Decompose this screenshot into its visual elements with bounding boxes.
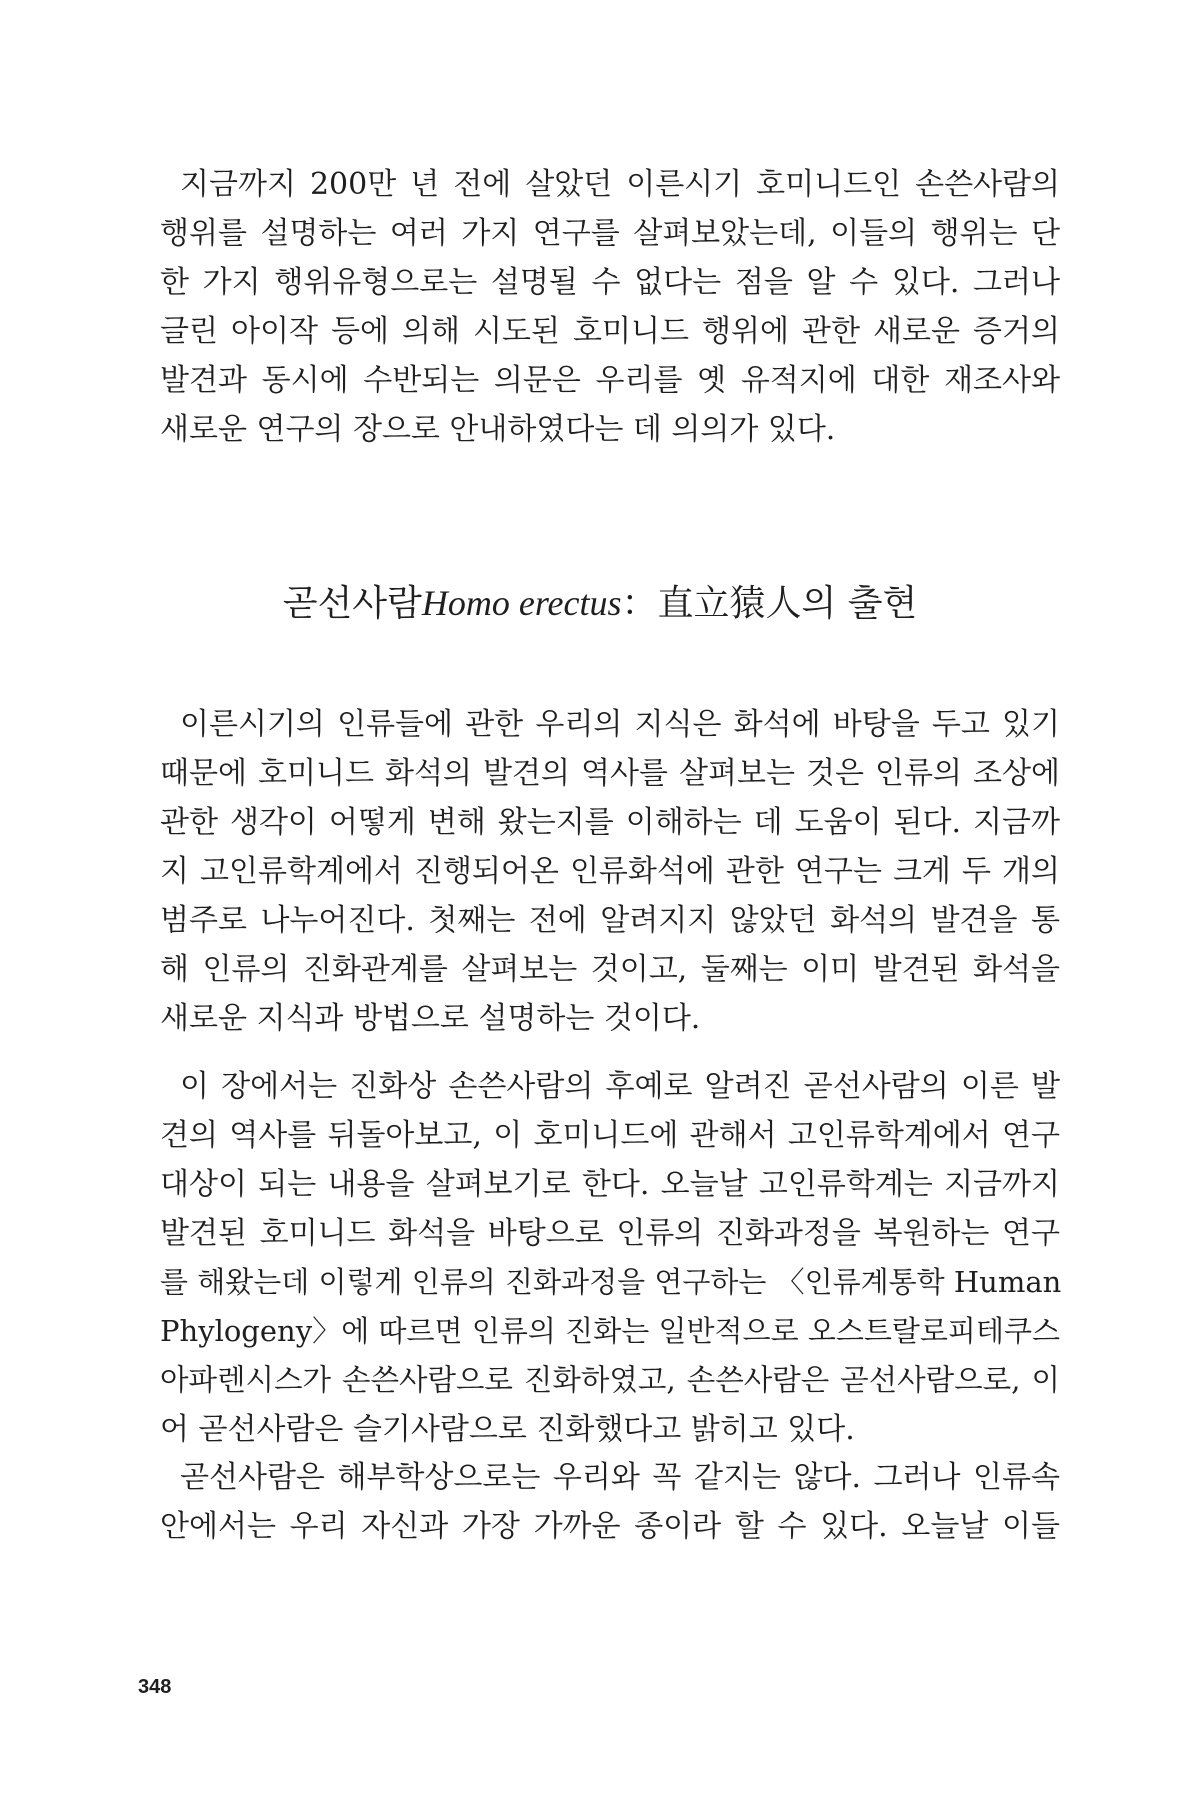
text-line: 행위를 설명하는 여러 가지 연구를 살펴보았는데, 이들의 행위는 단	[160, 216, 1060, 251]
text-line: 범주로 나누어진다. 첫째는 전에 알려지지 않았던 화석의 발견을 통	[160, 903, 1060, 938]
heading-latin: Homo erectus	[421, 583, 622, 623]
text-line: 이른시기의 인류들에 관한 우리의 지식은 화석에 바탕을 두고 있기	[180, 707, 1060, 742]
text-line: 발견과 동시에 수반되는 의문은 우리를 옛 유적지에 대한 재조사와	[160, 363, 1060, 398]
text-line: 관한 생각이 어떻게 변해 왔는지를 이해하는 데 도움이 된다. 지금까	[160, 805, 1060, 840]
text-line: 견의 역사를 뒤돌아보고, 이 호미니드에 관해서 고인류학계에서 연구	[160, 1118, 1060, 1153]
paragraph-chapter-scope	[160, 1062, 1060, 1454]
text-line: 안에서는 우리 자신과 가장 가까운 종이라 할 수 있다. 오늘날 이들	[160, 1509, 1060, 1544]
text-line: 를 해왔는데 이렇게 인류의 진화과정을 연구하는 〈인류계통학 Human	[160, 1265, 1062, 1299]
text-line: 한 가지 행위유형으로는 설명될 수 없다는 점을 알 수 있다. 그러나	[160, 265, 1060, 300]
paragraph-fossil-history	[160, 700, 1060, 1043]
text-line: 어 곧선사람은 슬기사람으로 진화했다고 밝히고 있다.	[160, 1412, 855, 1447]
text-line: 새로운 연구의 장으로 안내하였다는 데 의의가 있다.	[160, 412, 836, 447]
text-line: 이 장에서는 진화상 손쓴사람의 후예로 알려진 곧선사람의 이른 발	[180, 1069, 1060, 1104]
text-line: 지 고인류학계에서 진행되어온 인류화석에 관한 연구는 크게 두 개의	[160, 854, 1060, 889]
section-heading	[0, 578, 1200, 629]
text-line: 곧선사람은 해부학상으로는 우리와 꼭 같지는 않다. 그러나 인류속	[180, 1460, 1060, 1495]
paragraph-intro	[160, 160, 1060, 454]
text-line: 발견된 호미니드 화석을 바탕으로 인류의 진화과정을 복원하는 연구	[160, 1216, 1060, 1251]
text-line: 아파렌시스가 손쓴사람으로 진화하였고, 손쓴사람은 곧선사람으로, 이	[160, 1363, 1060, 1397]
text-line: 글린 아이작 등에 의해 시도된 호미니드 행위에 관한 새로운 증거의	[160, 314, 1060, 349]
heading-rest: ：直立猿人의 출현	[621, 583, 918, 624]
text-line: Phylogeny〉에 따르면 인류의 진화는 일반적으로 오스트랄로피테쿠스	[160, 1314, 1060, 1348]
text-line: 때문에 호미니드 화석의 발견의 역사를 살펴보는 것은 인류의 조상에	[160, 756, 1060, 791]
page-number: 348	[138, 1676, 172, 1698]
text-line: 해 인류의 진화관계를 살펴보는 것이고, 둘째는 이미 발견된 화석을	[160, 952, 1060, 987]
text-line: 새로운 지식과 방법으로 설명하는 것이다.	[160, 1001, 701, 1036]
text-line: 대상이 되는 내용을 살펴보기로 한다. 오늘날 고인류학계는 지금까지	[160, 1167, 1060, 1202]
paragraph-anatomy	[160, 1453, 1060, 1551]
heading-korean: 곧선사람	[282, 583, 422, 624]
text-line: 지금까지 200만 년 전에 살았던 이른시기 호미니드인 손쓴사람의	[180, 167, 1060, 202]
